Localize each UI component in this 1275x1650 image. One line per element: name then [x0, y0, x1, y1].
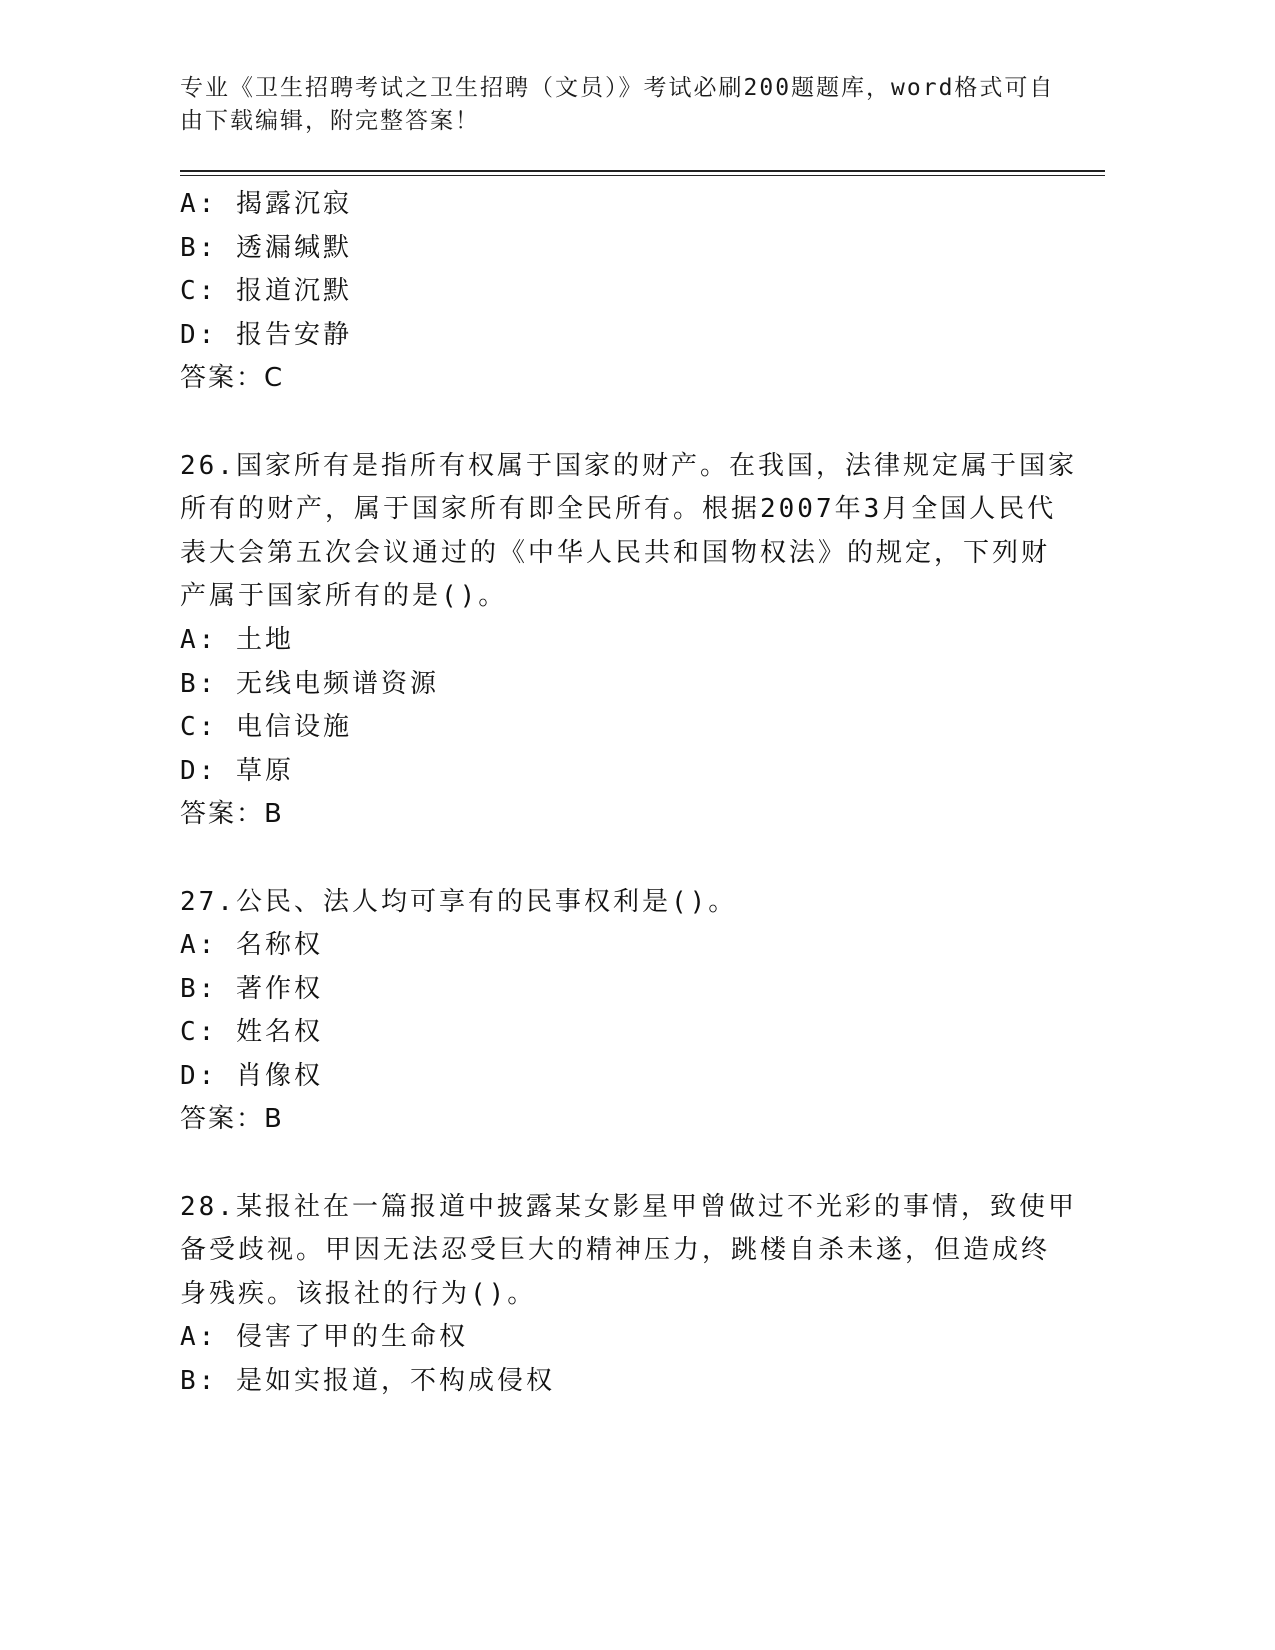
option-c: C: 报道沉默	[180, 276, 352, 307]
option-d: D: 报告安静	[180, 319, 352, 350]
option-a: A: 名称权	[180, 930, 323, 961]
spacer	[180, 1142, 1050, 1186]
spacer	[180, 401, 1050, 445]
question-25	[180, 183, 1050, 401]
header-line-2: 由下载编辑，附完整答案！	[180, 108, 480, 134]
option-c: C: 电信设施	[180, 712, 352, 743]
question-28	[180, 1186, 1077, 1404]
question-stem-line: 表大会第五次会议通过的《中华人民共和国物权法》的规定，下列财	[180, 537, 1051, 568]
question-stem-line: 身残疾。该报社的行为()。	[180, 1278, 537, 1309]
option-b: B: 著作权	[180, 973, 323, 1004]
answer-line: 答案：B	[180, 799, 284, 830]
answer-line: 答案：C	[180, 363, 285, 394]
option-a: A: 揭露沉寂	[180, 189, 352, 219]
option-a: A: 侵害了甲的生命权	[180, 1322, 468, 1353]
question-stem-line: 27.公民、法人均可享有的民事权利是()。	[180, 886, 738, 917]
header-line-1: 专业《卫生招聘考试之卫生招聘（文员）》考试必刷200题题库，word格式可自	[180, 75, 1055, 101]
option-b: B: 无线电频谱资源	[180, 668, 439, 699]
option-c: C: 姓名权	[180, 1017, 323, 1048]
question-stem-line: 产属于国家所有的是()。	[180, 581, 508, 612]
question-stem-line: 26.国家所有是指所有权属于国家的财产。在我国，法律规定属于国家	[180, 450, 1077, 481]
header-divider-thick	[180, 170, 1105, 172]
question-27	[180, 881, 1050, 1143]
header-divider-thin	[180, 175, 1105, 176]
question-stem-line: 28.某报社在一篇报道中披露某女影星甲曾做过不光彩的事情，致使甲	[180, 1191, 1077, 1222]
option-d: D: 肖像权	[180, 1060, 323, 1091]
option-d: D: 草原	[180, 755, 294, 786]
question-stem-line: 备受歧视。甲因无法忍受巨大的精神压力，跳楼自杀未遂，但造成终	[180, 1235, 1051, 1266]
question-list	[180, 183, 1077, 1404]
question-26	[180, 445, 1077, 837]
answer-line: 答案：B	[180, 1104, 284, 1135]
spacer	[180, 837, 1050, 881]
document-header	[180, 72, 1060, 138]
question-stem-line: 所有的财产，属于国家所有即全民所有。根据2007年3月全国人民代	[180, 494, 1057, 525]
option-b: B: 是如实报道，不构成侵权	[180, 1366, 555, 1397]
option-a: A: 土地	[180, 624, 294, 655]
option-b: B: 透漏缄默	[180, 232, 352, 263]
